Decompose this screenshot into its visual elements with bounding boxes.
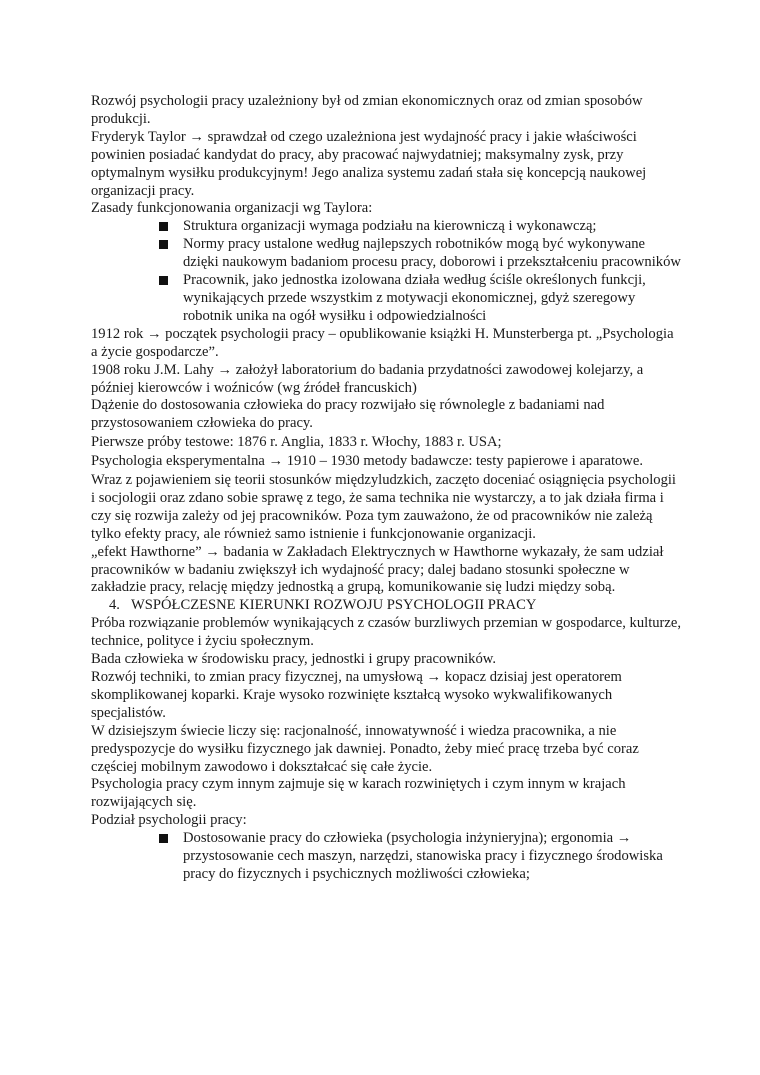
paragraph-adaptation: Dążenie do dostosowania człowieka do pracy rozwijało się równolegle z badaniami nad przystosowaniem człowieka do pracy. bbox=[91, 397, 605, 432]
paragraph-1912: 1912 rok → początek psychologii pracy – opublikowanie książki H. Munsterberga pt. „Psychologia a życie gospodarcze”. bbox=[91, 325, 674, 360]
division-list bbox=[91, 830, 681, 884]
paragraph-human-relations: Wraz z pojawieniem się teorii stosunków międzyludzkich, zaczęto doceniać osiągnięcia psychologii i socjologii oraz zdano sobie sprawę z tego, że sama technika nie wystarczy, a to jak działa firma i czy się rozwija zależy od jej pracowników. Poza tym zauważono, że od pracowników nie zależą tylko efekty pracy, ale również samo istnienie i funkcjonowanie organizacji. bbox=[91, 472, 676, 542]
section-number: 4. bbox=[109, 597, 120, 614]
paragraph-modern-world: W dzisiejszym świecie liczy się: racjonalność, innowatywność i wiedza pracownika, a nie predyspozycje do wysiłku fizycznego jak dawniej. Ponadto, żeby mieć pracę trzeba być coraz częściej mobilnym zawodowo i dokształcać się całe życie. bbox=[91, 722, 639, 775]
square-bullet-icon bbox=[159, 834, 168, 843]
paragraph-studies: Bada człowieka w środowisku pracy, jednostki i grupy pracowników. bbox=[91, 651, 497, 668]
section-heading bbox=[91, 597, 681, 615]
paragraph-taylor-principles: Zasady funkcjonowania organizacji wg Taylora: bbox=[91, 200, 373, 217]
paragraph-experimental: Psychologia eksperymentalna → 1910 – 1930 metody badawcze: testy papierowe i aparatowe. bbox=[91, 453, 643, 470]
paragraph-1908: 1908 roku J.M. Lahy → założył laboratorium do badania przydatności zawodowej kolejarzy, a później kierowców i woźniców (wg źródeł francuskich) bbox=[91, 361, 644, 396]
paragraph-first-tests: Pierwsze próby testowe: 1876 r. Anglia, 1833 r. Włochy, 1883 r. USA; bbox=[91, 434, 502, 451]
list-item: Pracownik, jako jednostka izolowana działa według ściśle określonych funkcji, wynikających przede wszystkim z motywacji ekonomicznej, gdyż szeregowy robotnik unika na ogół wysiłku i odpowiedzialności bbox=[183, 272, 681, 326]
paragraph-division: Podział psychologii pracy: bbox=[91, 812, 247, 829]
section-title: WSPÓŁCZESNE KIERUNKI ROZWOJU PSYCHOLOGII PRACY bbox=[131, 597, 537, 614]
square-bullet-icon bbox=[159, 240, 168, 249]
square-bullet-icon bbox=[159, 222, 168, 231]
paragraph-countries: Psychologia pracy czym innym zajmuje się w karach rozwiniętych i czym innym w krajach rozwijających się. bbox=[91, 776, 626, 811]
paragraph-problems: Próba rozwiązanie problemów wynikających z czasów burzliwych przemian w gospodarce, kulturze, technice, polityce i życiu społecznym. bbox=[91, 615, 682, 650]
list-item: Dostosowanie pracy do człowieka (psychologia inżynieryjna); ergonomia → przystosowanie cech maszyn, narzędzi, stanowiska pracy i fizycznego środowiska pracy do fizycznych i psychicznych możliwości człowieka; bbox=[183, 830, 681, 884]
document-body bbox=[91, 93, 681, 884]
list-item: Normy pracy ustalone według najlepszych robotników mogą być wykonywane dzięki naukowym badaniom procesu pracy, doborowi i przekształceniu pracowników bbox=[183, 236, 681, 272]
square-bullet-icon bbox=[159, 276, 168, 285]
taylor-principles-list bbox=[91, 218, 681, 325]
paragraph-intro: Rozwój psychologii pracy uzależniony był od zmian ekonomicznych oraz od zmian sposobów produkcji. bbox=[91, 93, 643, 127]
paragraph-hawthorne: „efekt Hawthorne” → badania w Zakładach Elektrycznych w Hawthorne wykazały, że sam udział pracowników w badaniu zwiększył ich wydajność pracy; dalej badano stosunki społeczne w zakładzie pracy, relację między jednostką a grupą, komunikowanie się ludzi między sobą. bbox=[91, 543, 664, 596]
list-item: Struktura organizacji wymaga podziału na kierowniczą i wykonawczą; bbox=[183, 218, 681, 236]
paragraph-technology: Rozwój techniki, to zmian pracy fizycznej, na umysłową → kopacz dzisiaj jest operatorem skomplikowanej koparki. Kraje wysoko rozwinięte kształcą wysoko wykwalifikowanych specjalistów. bbox=[91, 669, 622, 721]
paragraph-taylor: Fryderyk Taylor → sprawdzał od czego uzależniona jest wydajność pracy i jakie właściwości powinien posiadać kandydat do pracy, aby pracować najwydatniej; maksymalny zysk, przy optymalnym wysiłku produkcyjnym! Jego analiza systemu zadań stała się koncepcją naukowej organizacji pracy. bbox=[91, 128, 647, 199]
